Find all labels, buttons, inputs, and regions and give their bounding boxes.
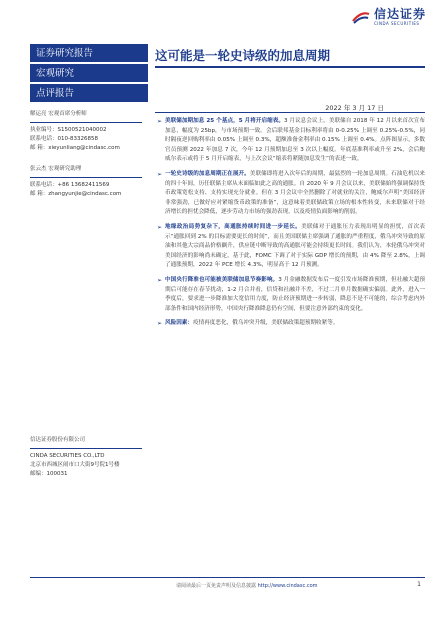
paragraph-lead: 风险因素： xyxy=(165,320,193,327)
page-footer xyxy=(30,577,425,589)
title-rule xyxy=(155,66,425,68)
logo-name-en: CINDA SECURITIES xyxy=(373,21,420,26)
company-address: 北京市西城区闹市口大街9号院1号楼 xyxy=(30,462,120,468)
paragraph-text: 3 月金融数据发布后一度引发市场降准预期，但社融大超预期后可能存在春节扰动，1-2 月合并看，信贷和社融并不差，不过二月单月数据确实偏弱。此外，进入一季度后，要求进一步降准加大宽信用力度，防止经济预期进一步转弱，降息不是不可能的，综合考虑内外部条件和国内经济形势，中国央行降准降息仍有空间，但要注意外部约束的变化。 xyxy=(165,276,425,312)
paragraph-text: 疫情再度恶化，俄乌冲突升级，美联储政策超预期收紧等。 xyxy=(192,320,339,327)
paragraph-lead: 美联储加期加息 25 个基点，5 月将开启缩表。 xyxy=(165,118,285,124)
paragraph-lead: 中国央行降准也可能被美联储加息节奏影响。 xyxy=(165,276,279,283)
paragraph-china-rrr xyxy=(157,276,425,314)
logo-mark-icon xyxy=(352,10,370,24)
logo-name-cn: 信达证券 xyxy=(373,7,426,21)
analyst-divider xyxy=(30,122,142,123)
date-rule xyxy=(155,112,425,113)
arrow-bullet-icon: ➢ xyxy=(157,118,163,125)
paragraph-text: 美联储对于通胀压力表现出明显的担忧，首次表示“通胀回到 2% 的目标需要更长的时间”，而且美国联储主席强调了通胀的严重程度，俄乌冲突导致的原油和其他大宗商品价格飙升，供应链中断导致的高通胀可能会持续更长时间。我们认为，本轮俄乌冲突对美国经济的影响尚未确定，基于此，FOMC 下调了对于实际 GDP 增长的预期，由 4% 降至 2.8%，上调了通胀预期，2022 年 PCE 增长 4.3%，明显高于 12 月预测。 xyxy=(165,223,425,269)
analyst-1-name: 解运亮 宏观首席分析师 xyxy=(30,111,87,117)
analyst-1-email[interactable]: 邮 箱：xieyunliang@cindasc.com xyxy=(30,145,120,151)
arrow-bullet-icon: ➢ xyxy=(157,276,163,284)
arrow-bullet-icon: ➢ xyxy=(157,170,163,178)
sidebar xyxy=(30,44,148,199)
analyst-block-1 xyxy=(30,110,148,153)
footer-rule xyxy=(30,577,425,578)
analyst-1-license: 执业编号：S1500521040002 xyxy=(30,127,107,133)
analyst-1-phone: 联系电话：010-83326858 xyxy=(30,136,98,142)
analyst-2-email[interactable]: 邮 箱：zhangyunjie@cindasc.com xyxy=(30,191,122,197)
paragraph-geopolitics xyxy=(157,223,425,271)
company-postcode: 邮编：100031 xyxy=(30,471,68,477)
footer-disclaimer-text: 请阅读最后一页免责声明及信息披露 xyxy=(176,583,257,589)
analyst-divider xyxy=(30,177,142,178)
company-logo xyxy=(352,8,426,26)
sidebar-item-research-report: 证券研究报告 xyxy=(30,44,148,62)
footer-url-link[interactable]: http://www.cindasc.com xyxy=(257,583,318,589)
paragraph-text: 美联储即将进入次年后的周期，最猛烈的一轮加息周期。石油危机以来的四十年间，历任联储主席从未面临如此之高的通胀。自 2020 年 9 月会议以来，美联储始终强调保持货币政策宽松支持、支持实现充分就业。但在 3 月会议中全然删除了对就业的关注，鲍威尔声明“美国经济非常强劲，已做好应对紧缩货币政策的准备”，这意味着美联储政策立场的根本性转变，未来联储对于经济增长的担忧会降低，逐步劳动力市场的强劲表现，以及疫情负面影响的削弱。 xyxy=(165,170,425,216)
analyst-block-2 xyxy=(30,165,148,199)
company-name-en: CINDA SECURITIES CO.,LTD xyxy=(30,453,105,459)
company-name-cn: 信达证券股份有限公司 xyxy=(30,437,86,443)
analyst-2-phone: 联系电话：+86 13682411569 xyxy=(30,182,110,188)
report-body xyxy=(157,117,425,334)
footer-disclaimer xyxy=(176,582,318,589)
report-title: 这可能是一轮史诗级的加息周期 xyxy=(155,48,331,63)
arrow-bullet-icon: ➢ xyxy=(157,320,163,328)
analyst-2-name: 张云杰 宏观研究助理 xyxy=(30,166,82,172)
page-number: 1 xyxy=(417,581,421,588)
company-info xyxy=(30,436,148,479)
paragraph-lead: 一轮史诗级的加息周期正在展开。 xyxy=(165,170,250,177)
company-divider xyxy=(30,448,142,449)
sidebar-item-macro-research: 宏观研究 xyxy=(30,64,148,82)
report-date: 2022 年 3 月 17 日 xyxy=(325,104,384,112)
paragraph-risks xyxy=(157,319,425,329)
paragraph-text: 3 月议息会议上，美联储自 2018 年 12 月以来首次宣布加息，幅度为 25bp，与市场预期一致。会后联邦基金目标利率将由 0-0.25% 上调至 0.25%-0.5%，同时隔夜逆回购利率由 0.05% 上调至 0.3%，超额准备金利率由 0.15% 上调至 0.4%。点阵图显示，多数官员预测 2022 年加息 7 次，今年 12 月预期加息至 3 次以上幅度。年底基准利率或升至 2%，会后鲍威尔表示或将于 5 月开启缩表，与上次会议“缩表将紧随加息发生”的表述一致。 xyxy=(165,118,425,163)
paragraph-hike-cycle xyxy=(157,170,425,218)
paragraph-rate-hike xyxy=(157,117,425,165)
sidebar-item-review-report: 点评报告 xyxy=(30,84,148,102)
arrow-bullet-icon: ➢ xyxy=(157,223,163,231)
paragraph-lead: 地缘政治局势复杂下，高通胀持续时间进一步延长。 xyxy=(165,223,302,230)
